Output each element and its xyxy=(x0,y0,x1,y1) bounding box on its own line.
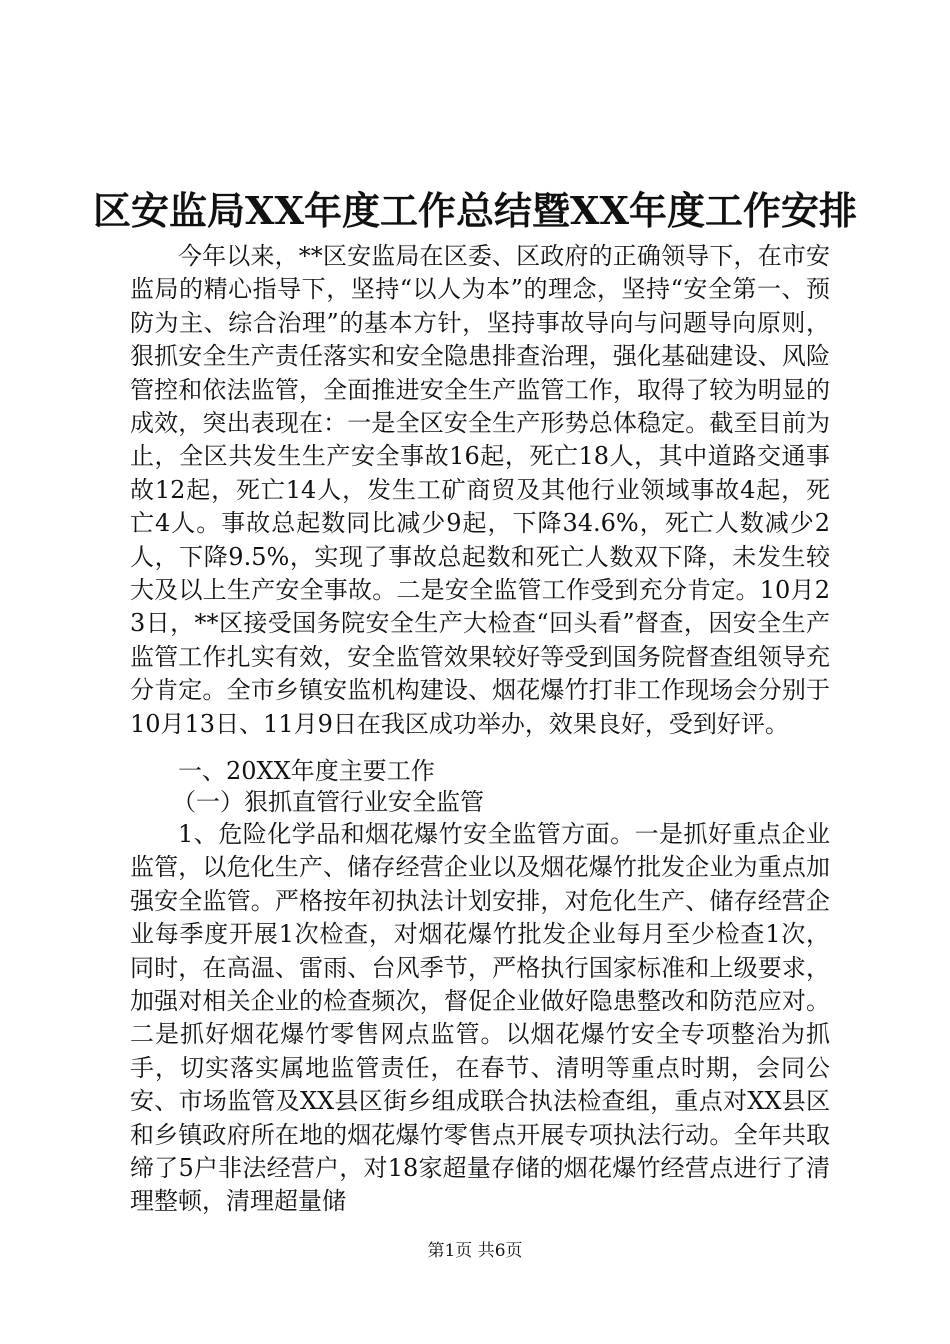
intro-paragraph: 今年以来，**区安监局在区委、区政府的正确领导下，在市安监局的精心指导下，坚持“以人为本”的理念，坚持“安全第一、预防为主、综合治理”的基本方针，坚持事故导向与问题导向原则，狠抓安全生产责任落实和安全隐患排查治理，强化基础建设、风险管控和依法监管，全面推进安全生产监管工作，取得了较为明显的成效，突出表现在：一是全区安全生产形势总体稳定。截至目前为止，全区共发生生产安全事故16起，死亡18人，其中道路交通事故12起，死亡14人，发生工矿商贸及其他行业领域事故4起，死亡4人。事故总起数同比减少9起，下降34.6%，死亡人数减少2人，下降9.5%，实现了事故总起数和死亡人数双下降，未发生较大及以上生产安全事故。二是安全监管工作受到充分肯定。10月23日，**区接受国务院安全生产大检查“回头看”督查，因安全生产监管工作扎实有效，安全监管效果较好等受到国务院督查组领导充分肯定。全市乡镇安监机构建设、烟花爆竹打非工作现场会分别于10月13日、11月9日在我区成功举办，效果良好，受到好评。 xyxy=(130,242,830,738)
page-footer: 第1页 共6页 xyxy=(427,1241,523,1261)
document-title: 区安监局XX年度工作总结暨XX年度工作安排 xyxy=(93,188,857,233)
subsection-heading: （一）狠抓直管行业安全监管 xyxy=(172,788,484,816)
section-heading: 一、20XX年度主要工作 xyxy=(178,757,435,785)
body-paragraph: 1、危险化学品和烟花爆竹安全监管方面。一是抓好重点企业监管，以危化生产、储存经营企业以及烟花爆竹批发企业为重点加强安全监管。严格按年初执法计划安排，对危化生产、储存经营企业每季度开展1次检查，对烟花爆竹批发企业每月至少检查1次，同时，在高温、雷雨、台风季节，严格执行国家标准和上级要求，加强对相关企业的检查频次，督促企业做好隐患整改和防范应对。二是抓好烟花爆竹零售网点监管。以烟花爆竹安全专项整治为抓手，切实落实属地监管责任，在春节、清明等重点时期，会同公安、市场监管及XX县区街乡组成联合执法检查组，重点对XX县区和乡镇政府所在地的烟花爆竹零售点开展专项执法行动。全年共取缔了5户非法经营户，对18家超量存储的烟花爆竹经营点进行了清理整顿，清理超量储 xyxy=(130,820,830,1216)
